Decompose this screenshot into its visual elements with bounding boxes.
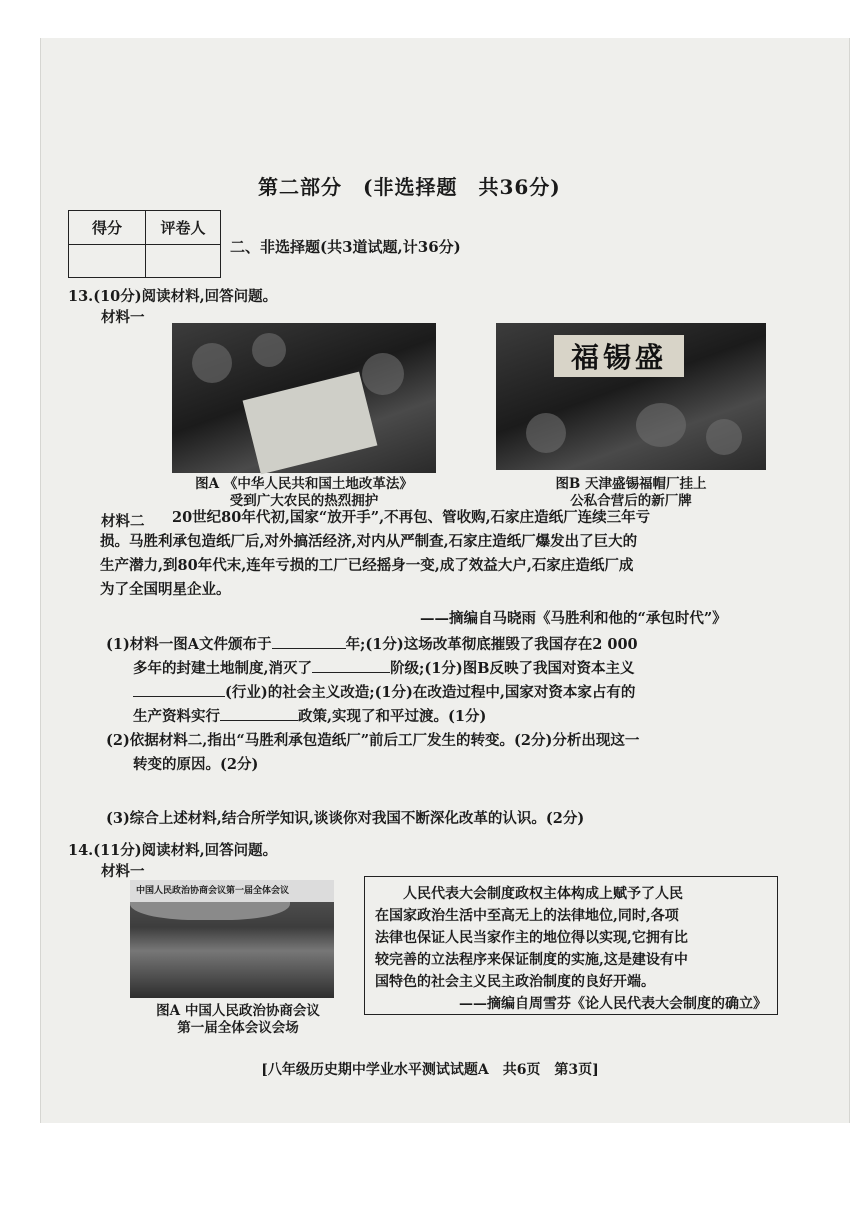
page-footer: [八年级历史期中学业水平测试试题A 共6页 第3页] [261, 1062, 599, 1078]
figA-cppcc-meeting-photo [130, 880, 334, 998]
q13-figA-caption-line1: 图A 《中华人民共和国土地改革法》 [195, 476, 413, 492]
q13-sub1-d: 阶级;(1分)图B反映了我国对资本主义 [390, 660, 635, 677]
q13-figA-caption-line2: 受到广大农民的热烈拥护 [229, 493, 379, 509]
q14-figA-caption-line2: 第一届全体会议会场 [177, 1020, 299, 1036]
q14-material1-label: 材料一 [101, 863, 145, 880]
material2-source: ——摘编自马晓雨《马胜利和他的“承包时代”》 [420, 610, 727, 627]
q13-sub2-b: 转变的原因。(2分) [133, 756, 259, 773]
q14-quote-box [364, 876, 778, 1015]
section-title: 第二部分 (非选择题 共36分) [258, 175, 561, 199]
quote-source: ——摘编自周雪芬《论人民代表大会制度的确立》 [459, 996, 767, 1012]
material2-line2: 损。马胜利承包造纸厂后,对外搞活经济,对内从严制查,石家庄造纸厂爆发出了巨大的 [100, 533, 638, 550]
q13-sub1-e: (行业)的社会主义改造;(1分)在改造过程中,国家对资本家占有的 [225, 684, 636, 701]
answer-blank-year[interactable] [272, 634, 346, 649]
q13-sub1-f: 生产资料实行 [133, 708, 220, 725]
quote-line3: 法律也保证人民当家作主的地位得以实现,它拥有比 [375, 930, 688, 946]
q13-figB-caption-line1: 图B 天津盛锡福帽厂挂上 [555, 476, 707, 492]
score-table [68, 210, 221, 278]
figA-land-reform-photo [172, 323, 436, 473]
q14-figA-caption-line1: 图A 中国人民政治协商会议 [156, 1003, 320, 1019]
q13-sub1-a: (1)材料一图A文件颁布于 [106, 636, 272, 653]
q14-heading: 14.(11分)阅读材料,回答问题。 [68, 842, 278, 859]
material2-line4: 为了全国明星企业。 [100, 581, 231, 598]
section-heading: 二、非选择题(共3道试题,计36分) [230, 238, 461, 256]
q13-material2-label: 材料二 [101, 513, 145, 530]
cppcc-banner: 中国人民政治协商会议第一届全体会议 [130, 880, 334, 902]
material2-line3: 生产潜力,到80年代末,连年亏损的工厂已经摇身一变,成了效益大户,石家庄造纸厂成 [100, 557, 634, 574]
q13-sub1-c: 多年的封建土地制度,消灭了 [133, 660, 313, 677]
grader-label: 评卷人 [146, 211, 221, 245]
quote-line4: 较完善的立法程序来保证制度的实施,这是建设有中 [375, 952, 688, 968]
answer-blank-industry[interactable] [133, 682, 225, 697]
score-label: 得分 [69, 211, 146, 245]
q13-sub1-b: 年;(1分)这场改革彻底摧毁了我国存在2 000 [345, 636, 638, 653]
quote-line2: 在国家政治生活中至高无上的法律地位,同时,各项 [375, 908, 679, 924]
quote-line1: 人民代表大会制度政权主体构成上赋予了人民 [403, 886, 683, 902]
q13-sub1-g: 政策,实现了和平过渡。(1分) [298, 708, 487, 725]
grader-cell [146, 245, 221, 278]
material2-line1: 20世纪80年代初,国家“放开手”,不再包、管收购,石家庄造纸厂连续三年亏 [172, 509, 651, 526]
q13-heading: 13.(10分)阅读材料,回答问题。 [68, 288, 278, 305]
answer-blank-policy[interactable] [220, 706, 298, 721]
q13-sub2-a: (2)依据材料二,指出“马胜利承包造纸厂”前后工厂发生的转变。(2分)分析出现这一 [106, 732, 640, 749]
figB-factory-sign-photo [496, 323, 766, 470]
answer-blank-class[interactable] [312, 658, 390, 673]
q13-figB-caption-line2: 公私合营后的新厂牌 [570, 493, 692, 509]
quote-line5: 国特色的社会主义民主政治制度的良好开端。 [375, 974, 655, 990]
q13-material1-label: 材料一 [101, 309, 145, 326]
score-cell [69, 245, 146, 278]
q13-sub3: (3)综合上述材料,结合所学知识,谈谈你对我国不断深化改革的认识。(2分) [106, 810, 585, 827]
factory-sign: 福锡盛 [554, 335, 684, 377]
